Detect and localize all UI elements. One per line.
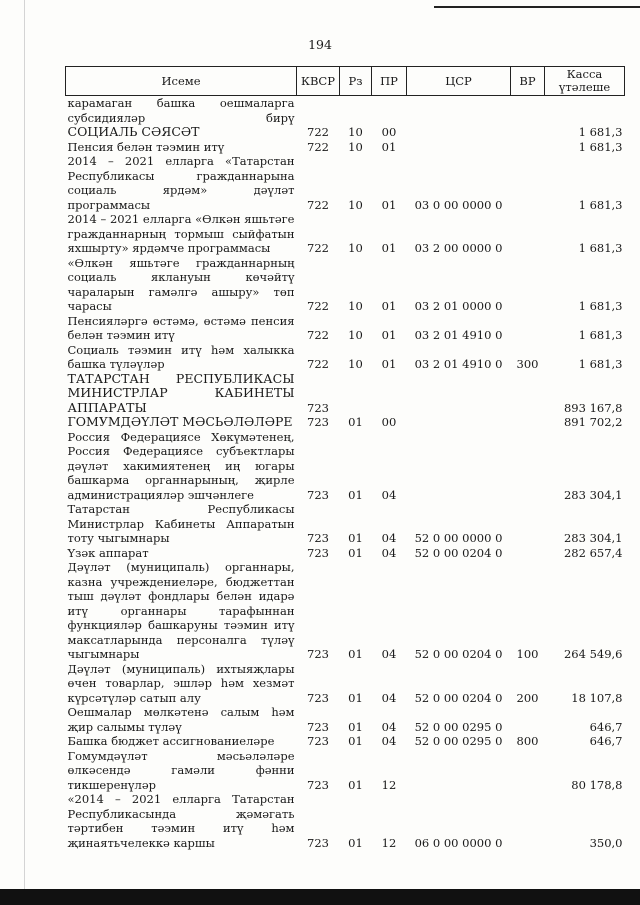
row-sum: 264 549,6 — [563, 647, 623, 661]
table-row — [66, 415, 625, 430]
row-sum: 646,7 — [589, 719, 623, 734]
row-vr — [511, 705, 545, 734]
row-rz: 01 — [348, 545, 363, 560]
row-pr: 01 — [381, 197, 397, 212]
row-vr — [511, 125, 545, 140]
row-pr: 01 — [381, 357, 397, 371]
row-name: карамаган башка оешмаларга субсидияләр бирү — [67, 96, 295, 125]
row-kvsr: 722 — [307, 197, 329, 212]
row-kvsr: 723 — [307, 734, 329, 748]
table-row — [66, 749, 625, 793]
row-name: Татарстан Республикасы Министрлар Кабинеты Аппаратын тоту чыгымнары — [67, 502, 295, 545]
row-rz: 01 — [348, 719, 363, 734]
row-name: СОЦИАЛЬ СӘЯСӘТ — [67, 124, 200, 139]
row-name: Үзәк аппарат — [67, 545, 149, 560]
header-rz: Рз — [340, 67, 372, 96]
row-csr: 03 2 01 4910 0 — [414, 328, 503, 342]
page-number: 194 — [308, 37, 332, 52]
row-sum: 1 681,3 — [578, 197, 623, 212]
row-name: ГОМУМДӘҮЛӘТ МӘСЬӘЛӘЛӘРЕ — [67, 414, 293, 429]
row-name: Дәүләт (муниципаль) органнары, казна учреждениеләре, бюджеттан тыш дәүләт фондлары белән идарә итү органнары тарафыннан функцияләр башкаруны тәэмин итү максатларында персоналга түләү чыгымнары — [67, 560, 295, 661]
row-sum: 18 107,8 — [571, 690, 623, 705]
row-vr — [511, 140, 545, 155]
row-kvsr: 723 — [307, 531, 329, 545]
row-pr: 04 — [381, 531, 397, 545]
row-sum: 891 702,2 — [563, 415, 623, 429]
row-pr: 01 — [381, 328, 397, 342]
header-csr: ЦСР — [407, 67, 511, 96]
table-row — [66, 96, 625, 126]
row-pr: 04 — [381, 487, 397, 502]
table-header-row — [66, 67, 625, 96]
row-rz: 01 — [348, 487, 363, 502]
row-csr — [407, 372, 511, 416]
row-sum: 1 681,3 — [578, 241, 623, 255]
row-sum: 1 681,3 — [578, 328, 623, 342]
row-csr: 03 2 01 4910 0 — [414, 357, 503, 371]
row-vr — [511, 546, 545, 561]
row-pr: 04 — [381, 719, 397, 734]
row-csr: 52 0 00 0295 0 — [414, 734, 503, 748]
row-name: Россия Федерациясе Хөкүмәтенең, Россия Федерациясе субъектлары дәүләт хакимиятенең иң югары башкарма органнарының, җирле администрацияләр эшчәнлеге — [67, 429, 295, 502]
table-row — [66, 212, 625, 256]
row-pr: 04 — [381, 647, 397, 661]
row-vr — [511, 154, 545, 212]
row-name: «2014 – 2021 елларга Татарстан Республикасында җәмәгать тәртибен тәэмин итү һәм җинаятьчелеккә каршы — [67, 792, 295, 850]
row-rz: 01 — [348, 734, 363, 748]
row-pr: 04 — [381, 734, 397, 748]
row-kvsr: 722 — [307, 299, 329, 313]
row-csr: 52 0 00 0204 0 — [414, 545, 503, 560]
row-vr — [511, 256, 545, 314]
row-sum: 1 681,3 — [578, 139, 623, 154]
row-kvsr: 722 — [307, 357, 329, 371]
row-kvsr: 723 — [307, 647, 329, 661]
table-row — [66, 662, 625, 706]
row-kvsr: 723 — [307, 719, 329, 734]
scan-bottom-edge — [0, 889, 640, 905]
row-rz: 10 — [348, 299, 363, 313]
row-kvsr: 722 — [307, 125, 329, 139]
row-vr: 800 — [516, 734, 539, 748]
row-pr: 12 — [381, 777, 397, 792]
header-vr: ВР — [511, 67, 545, 96]
row-sum: 1 681,3 — [578, 357, 623, 371]
row-pr: 12 — [381, 835, 397, 850]
table-row — [66, 154, 625, 212]
row-name: 2014 – 2021 елларга «Өлкән яшьтәге гражданнарның тормыш сыйфатын яхшырту» ярдәмче программасы — [67, 212, 295, 255]
row-sum: 80 178,8 — [571, 777, 623, 792]
row-csr — [407, 96, 511, 126]
table-row — [66, 502, 625, 546]
row-rz — [340, 372, 372, 416]
row-name: «Өлкән яшьтәге гражданнарның социаль яклануын көчәйтү чараларын гамәлгә ашыру» төп чарасы — [67, 255, 295, 313]
header-pr: ПР — [372, 67, 407, 96]
row-csr: 03 2 00 0000 0 — [414, 241, 503, 255]
row-pr: 00 — [381, 125, 397, 139]
row-vr — [511, 792, 545, 850]
row-name: Дәүләт (муниципаль) ихтыяҗлары өчен товарлар, эшләр һәм хезмәт күрсәтүләр сатып алу — [67, 661, 295, 705]
row-pr: 04 — [381, 545, 397, 560]
row-sum: 283 304,1 — [563, 531, 623, 545]
table-row — [66, 372, 625, 416]
header-kvsr: КВСР — [297, 67, 340, 96]
row-rz: 10 — [348, 197, 363, 212]
row-csr: 03 0 00 0000 0 — [414, 197, 503, 212]
row-vr: 100 — [516, 647, 539, 661]
row-vr — [511, 502, 545, 546]
row-pr: 01 — [381, 299, 397, 313]
row-name: Пенсия белән тәэмин итү — [67, 139, 225, 154]
row-sum: 893 167,8 — [563, 400, 623, 415]
table-row — [66, 560, 625, 662]
row-sum: 283 304,1 — [563, 487, 623, 502]
row-name: Пенсияләргә өстәмә, өстәмә пенсия белән тәэмин итү — [67, 313, 295, 342]
row-name: Оешмалар мөлкәтенә салым һәм җир салымы түләү — [67, 705, 295, 734]
row-kvsr: 722 — [307, 241, 329, 255]
row-name: Башка бюджет ассигнованиеләре — [67, 734, 275, 748]
row-vr — [511, 96, 545, 126]
row-rz: 10 — [348, 139, 363, 154]
row-pr: 00 — [381, 415, 397, 429]
row-vr — [511, 415, 545, 430]
row-csr: 06 0 00 0000 0 — [414, 835, 503, 850]
row-sum: 646,7 — [589, 734, 623, 748]
row-rz — [340, 96, 372, 126]
header-name: Исеме — [66, 67, 297, 96]
row-kvsr: 723 — [307, 487, 329, 502]
row-sum: 1 681,3 — [578, 299, 623, 313]
row-csr: 52 0 00 0204 0 — [414, 647, 503, 661]
row-kvsr: 723 — [307, 835, 329, 850]
row-vr — [511, 430, 545, 503]
top-rule — [434, 6, 640, 8]
row-kvsr: 723 — [307, 415, 329, 429]
header-sum: Касса үтәлеше — [545, 67, 625, 96]
row-rz: 10 — [348, 357, 363, 371]
table-row — [66, 546, 625, 561]
row-rz: 10 — [348, 328, 363, 342]
row-rz: 01 — [348, 690, 363, 705]
row-csr: 52 0 00 0204 0 — [414, 690, 503, 705]
row-sum: 350,0 — [589, 835, 623, 850]
row-rz: 01 — [348, 647, 363, 661]
row-kvsr — [297, 96, 340, 126]
table-row — [66, 792, 625, 850]
row-name: ТАТАРСТАН РЕСПУБЛИКАСЫ МИНИСТРЛАР КАБИНЕТЫ АППАРАТЫ — [67, 370, 295, 415]
row-sum: 282 657,4 — [563, 545, 623, 560]
row-sum: 1 681,3 — [578, 125, 623, 139]
row-rz: 01 — [348, 777, 363, 792]
row-csr: 52 0 00 0000 0 — [414, 531, 503, 545]
row-pr: 01 — [381, 241, 397, 255]
row-kvsr: 722 — [307, 328, 329, 342]
row-kvsr: 722 — [307, 139, 329, 154]
table-row — [66, 125, 625, 140]
row-pr: 04 — [381, 690, 397, 705]
row-kvsr: 723 — [307, 545, 329, 560]
row-pr — [372, 372, 407, 416]
table-row — [66, 430, 625, 503]
scan-edge — [24, 0, 25, 905]
row-kvsr: 723 — [307, 690, 329, 705]
row-vr — [511, 372, 545, 416]
row-name: Гомумдәүләт мәсьәләләре өлкәсендә гамәли фәнни тикшеренүләр — [67, 748, 295, 792]
table-row — [66, 256, 625, 314]
table-row — [66, 140, 625, 155]
budget-table — [65, 66, 625, 850]
row-csr: 03 2 01 0000 0 — [414, 299, 503, 313]
row-vr — [511, 749, 545, 793]
table-row — [66, 343, 625, 372]
row-rz: 01 — [348, 835, 363, 850]
row-vr: 200 — [516, 690, 539, 705]
row-csr — [407, 140, 511, 155]
row-vr: 300 — [516, 357, 539, 371]
row-rz: 10 — [348, 241, 363, 255]
row-csr — [407, 415, 511, 430]
row-sum — [545, 96, 625, 126]
row-kvsr: 723 — [307, 400, 329, 415]
row-name: 2014 – 2021 елларга «Татарстан Республикасы гражданнарына социаль ярдәм» дәүләт программасы — [67, 154, 295, 212]
row-pr — [372, 96, 407, 126]
row-name: Социаль тәэмин итү һәм халыкка башка түләүләр — [67, 342, 295, 371]
row-rz: 01 — [348, 415, 363, 429]
table-row — [66, 734, 625, 749]
row-vr — [511, 314, 545, 343]
table-row — [66, 705, 625, 734]
row-rz: 10 — [348, 125, 363, 139]
row-csr — [407, 125, 511, 140]
row-kvsr: 723 — [307, 777, 329, 792]
row-csr: 52 0 00 0295 0 — [414, 719, 503, 734]
row-pr: 01 — [381, 139, 397, 154]
row-csr — [407, 749, 511, 793]
table-row — [66, 314, 625, 343]
row-rz: 01 — [348, 531, 363, 545]
row-vr — [511, 212, 545, 256]
row-csr — [407, 430, 511, 503]
